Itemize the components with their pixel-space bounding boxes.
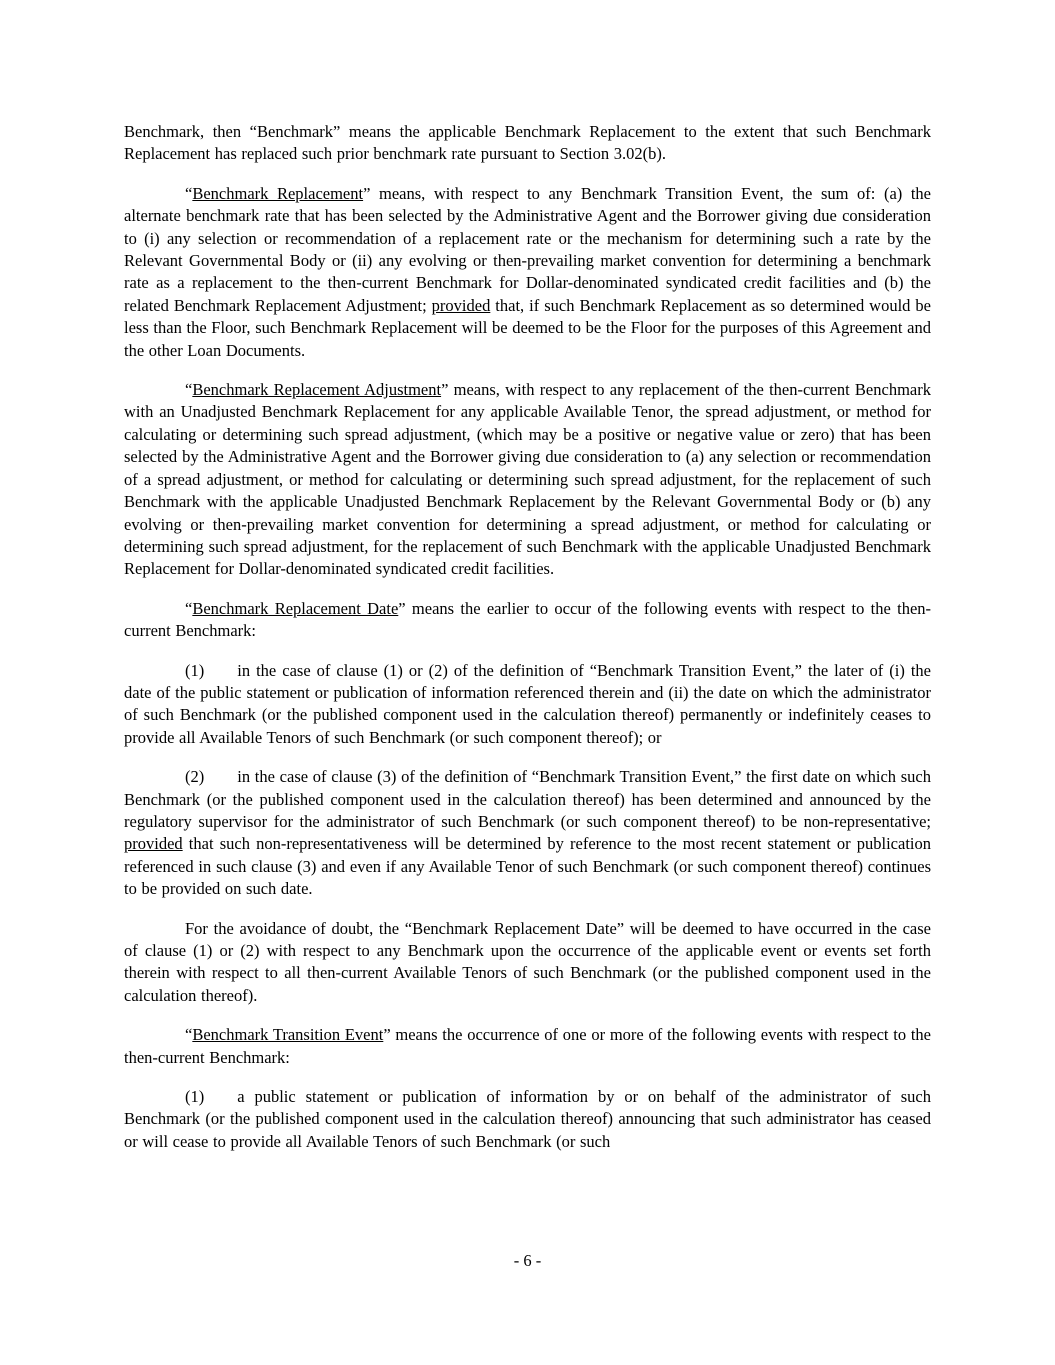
paragraph-benchmark-transition-event-definition (124, 1024, 931, 1069)
text-run: For the avoidance of doubt, the “Benchmark Replacement Date” will be deemed to have occurred in the case of clause (1) or (2) with respect to any Benchmark upon the occurrence of the applicable event or events set forth therein with respect to all then-current Available Tenors of such Benchmark (or the published component used in the calculation thereof). (124, 918, 931, 1005)
paragraph-clause-1-transition-event (124, 1086, 931, 1153)
text-run: (1) (185, 1087, 205, 1107)
underlined-term: Benchmark Transition Event (192, 1025, 384, 1045)
text-run: in the case of clause (1) or (2) of the definition of “Benchmark Transition Event,” the later of (i) the date of the public statement or publication of information referenced therein and (ii) the date on which the administrator of such Benchmark (or the published component used in the calculation thereof) permanently or indefinitely ceases to provide all Available Tenors of such Benchmark (or such component thereof); or (124, 660, 931, 747)
text-run: “ (185, 1025, 193, 1045)
text-run: “ (185, 380, 193, 400)
paragraph-benchmark-replacement-adjustment-definition (124, 379, 931, 581)
paragraph-benchmark-continuation (124, 121, 931, 166)
paragraph-benchmark-replacement-date-definition (124, 598, 931, 643)
page-number: - 6 - (513, 1250, 542, 1270)
text-run: (1) (185, 660, 205, 680)
text-run: “ (185, 183, 193, 203)
paragraph-avoidance-of-doubt (124, 918, 931, 1008)
underlined-term: Benchmark Replacement (192, 183, 364, 203)
text-run: Benchmark, then “Benchmark” means the applicable Benchmark Replacement to the extent that such Benchmark Replacement has replaced such prior benchmark rate pursuant to Section 3.02(b). (124, 122, 931, 164)
underlined-term: Benchmark Replacement Adjustment (192, 380, 442, 400)
text-run: that, if such Benchmark Replacement as so determined would be less than the Floor, such Benchmark Replacement will be deemed to be the Floor for the purposes of this Agreement and the other Loan Documents. (124, 295, 931, 360)
text-run: (2) (185, 767, 205, 787)
text-run: a public statement or publication of information by or on behalf of the administrator of such Benchmark (or the published component used in the calculation thereof) announcing that such administrator has ceased or will cease to provide all Available Tenors of such Benchmark (or such (124, 1087, 931, 1151)
text-run: ” means, with respect to any replacement of the then-current Benchmark with an Unadjusted Benchmark Replacement for any applicable Available Tenor, the spread adjustment, or method for calculating or determining such spread adjustment, (which may be a positive or negative value or zero) that has been selected by the Administrative Agent and the Borrower giving due consideration to (a) any selection or recommendation of a spread adjustment, or method for calculating or determining such spread adjustment, for the replacement of such Benchmark with the applicable Unadjusted Benchmark Replacement by the Relevant Governmental Body or (b) any evolving or then-prevailing market convention for determining a spread adjustment, or method for calculating or determining such spread adjustment, for the replacement of such Benchmark with the applicable Unadjusted Benchmark Replacement for Dollar-denominated syndicated credit facilities. (124, 380, 931, 579)
underlined-term: Benchmark Replacement Date (192, 598, 399, 618)
paragraph-clause-2-replacement-date (124, 766, 931, 900)
text-run: ” means, with respect to any Benchmark Transition Event, the sum of: (a) the alternate benchmark rate that has been selected by the Administrative Agent and the Borrower giving due consideration to (i) any selection or recommendation of a replacement rate or the mechanism for determining such a rate by the Relevant Governmental Body or (ii) any evolving or then-prevailing market convention for determining a benchmark rate as a replacement to the then-current Benchmark for Dollar-denominated syndicated credit facilities and (b) the related Benchmark Replacement Adjustment; (124, 183, 931, 315)
text-run: ” means the earlier to occur of the following events with respect to the then-current Benchmark: (124, 598, 932, 641)
text-run: in the case of clause (3) of the definition of “Benchmark Transition Event,” the first date on which such Benchmark (or the published component used in the calculation thereof) has been determined and announced by the regulatory supervisor for the administrator of such Benchmark (or such component thereof) to be non-representative; (124, 767, 931, 831)
text-run: that such non-representativeness will be determined by reference to the most recent statement or publication referenced in such clause (3) and even if any Available Tenor of such Benchmark (or such component thereof) continues to be provided on such date. (124, 834, 931, 899)
paragraph-benchmark-replacement-definition (124, 183, 931, 362)
document-body (124, 121, 931, 1153)
underlined-term: provided (431, 295, 491, 315)
paragraph-clause-1-replacement-date (124, 660, 931, 750)
text-run: ” means the occurrence of one or more of the following events with respect to the then-current Benchmark: (124, 1025, 931, 1067)
text-run: “ (185, 598, 193, 618)
underlined-term: provided (124, 834, 183, 854)
